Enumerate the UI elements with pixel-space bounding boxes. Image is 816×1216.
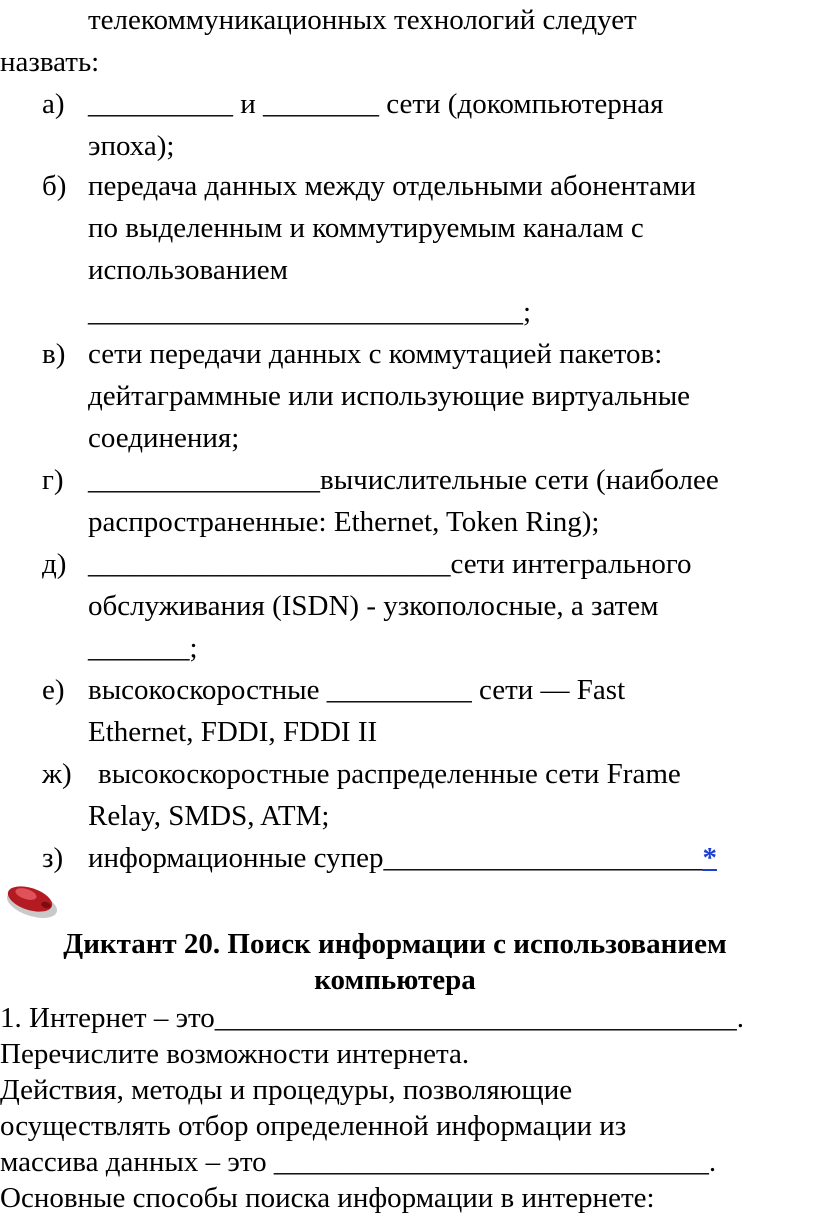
dictation-line: 1. Интернет – это____________________________________.	[0, 1002, 745, 1034]
dictation-title: компьютера	[314, 964, 476, 996]
dictation-line: Действия, методы и процедуры, позволяющие	[0, 1074, 573, 1106]
dictation-line: Основные способы поиска информации в интернете:	[0, 1182, 655, 1214]
intro-line: телекоммуникационных технологий следует	[88, 4, 637, 36]
list-item-text: Relay, SMDS, ATM;	[88, 800, 330, 832]
list-item-text: использованием	[88, 254, 288, 286]
list-item-text: информационные супер______________________	[88, 842, 703, 874]
list-item-text	[88, 840, 717, 876]
list-marker: а)	[42, 88, 65, 120]
computer-mouse-icon[interactable]	[2, 880, 60, 920]
list-marker: з)	[42, 842, 64, 874]
intro-line: назвать:	[0, 46, 100, 78]
list-item-text: соединения;	[88, 422, 240, 454]
dictation-line: осуществлять отбор определенной информации из	[0, 1110, 627, 1142]
list-item-text: ________________вычислительные сети (наиболее	[88, 464, 719, 496]
list-item-text: _________________________сети интегрального	[88, 548, 692, 580]
list-item-text: дейтаграммные или использующие виртуальные	[88, 380, 691, 412]
footnote-link[interactable]: *	[702, 842, 717, 874]
list-item-text: ______________________________;	[88, 296, 532, 328]
list-item-text: высокоскоростные __________ сети — Fast	[88, 674, 626, 706]
dictation-line: Перечислите возможности интернета.	[0, 1038, 470, 1070]
list-marker: в)	[42, 338, 66, 370]
list-item-text: передача данных между отдельными абонентами	[88, 170, 696, 202]
dictation-line: массива данных – это ______________________________.	[0, 1146, 717, 1178]
list-marker: г)	[42, 464, 64, 496]
list-item-text: обслуживания (ISDN) - узкополосные, а затем	[88, 590, 659, 622]
list-item-text: распространенные: Ethernet, Token Ring);	[88, 506, 600, 538]
list-item-text: сети передачи данных с коммутацией пакетов:	[88, 338, 663, 370]
list-item-text: _______;	[88, 632, 198, 664]
list-item-text: эпоха);	[88, 130, 175, 162]
list-item-text: высокоскоростные распределенные сети Frame	[98, 758, 681, 790]
list-item-text: __________ и ________ сети (докомпьютерная	[88, 88, 664, 120]
dictation-title: Диктант 20. Поиск информации с использованием	[63, 928, 727, 960]
list-item-text: по выделенным и коммутируемым каналам с	[88, 212, 644, 244]
list-marker: б)	[42, 170, 67, 202]
list-marker: д)	[42, 548, 67, 580]
list-marker: е)	[42, 674, 65, 706]
list-item-text: Ethernet, FDDI, FDDI II	[88, 716, 378, 748]
list-marker: ж)	[42, 758, 72, 790]
